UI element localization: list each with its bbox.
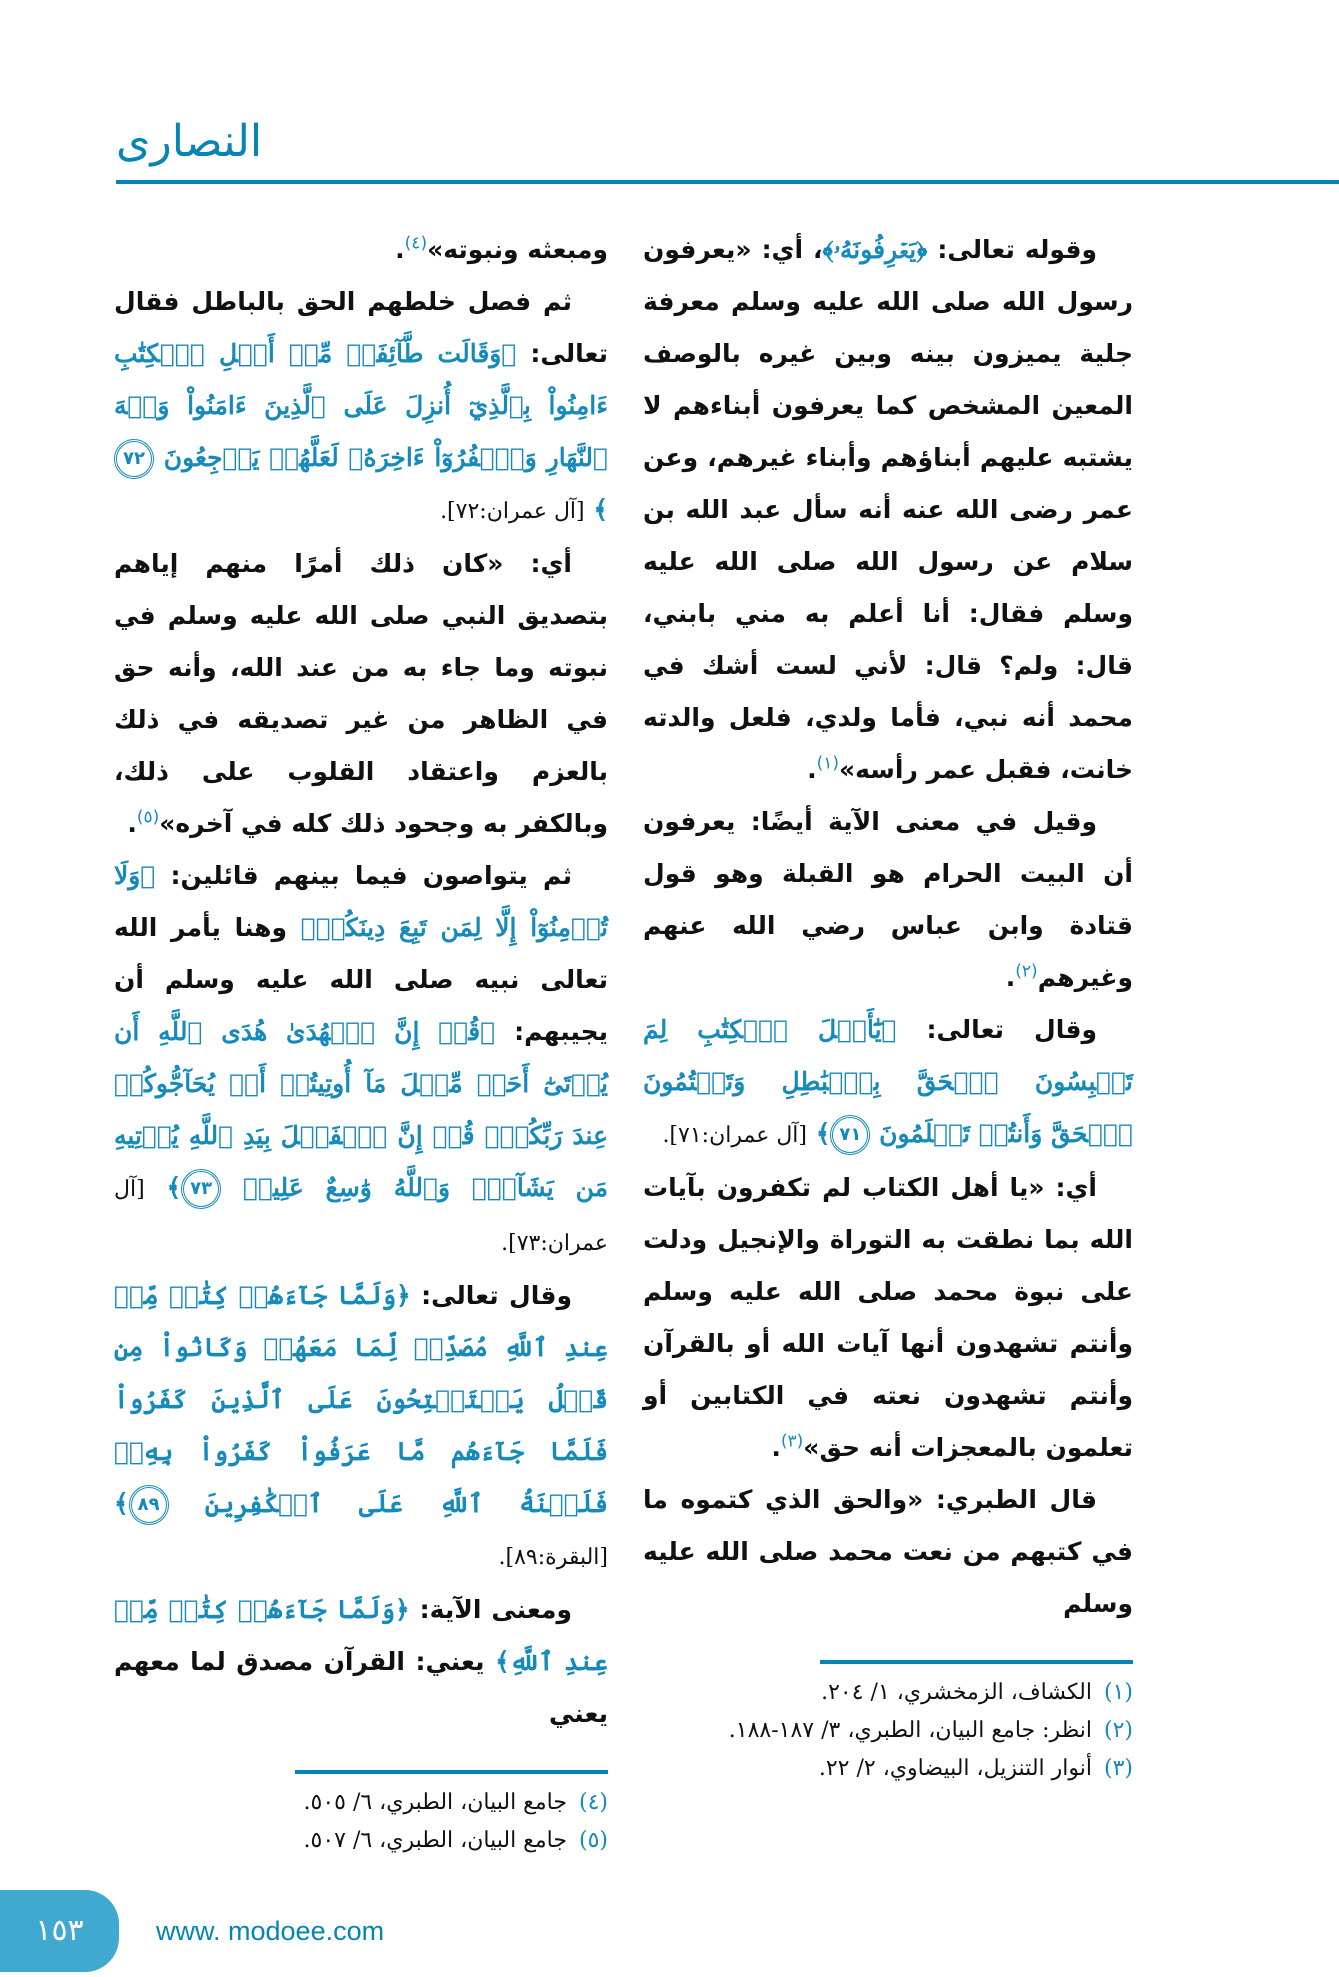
text: . [127, 809, 137, 838]
paragraph [643, 796, 1133, 1004]
text: ثم يتواصون فيما بينهم قائلين: [155, 861, 572, 890]
footnote [114, 1822, 608, 1860]
page-number-badge: ١٥٣ [0, 1890, 119, 1972]
page-title: النصارى [116, 116, 263, 167]
quran-bracket: ﴾ [815, 1119, 831, 1148]
ayah-number-icon: ٧٢ [114, 439, 154, 479]
footnote-number: (٥) [578, 1828, 608, 1853]
footnote-number: (٤) [578, 1790, 608, 1815]
quran-bracket: ﴾ [114, 1489, 129, 1518]
right-column-text [643, 224, 1133, 1630]
text: ومعنى الآية: [409, 1595, 572, 1624]
columns [0, 184, 1339, 1860]
website-link[interactable]: www. modoee.com [156, 1915, 385, 1946]
text: ثم فصل خلطهم الحق بالباطل فقال تعالى: [114, 287, 608, 368]
text: . [1005, 963, 1016, 992]
paragraph [114, 1270, 608, 1584]
paragraph [114, 850, 608, 1270]
paragraph [114, 224, 608, 276]
text: أي: «يا أهل الكتاب لم تكفرون بآيات الله بما نطقت به التوراة والإنجيل ودلت على نبوة محمد صلى الله عليه وسلم وأنتم تشهدون أنها آيات الله أو بالقرآن وأنتم تشهدون نعته في الكتابين أو تعلمون بالمعجزات أنه حق» [643, 1173, 1133, 1462]
quran-verse: ﴿قُلۡ إِنَّ ٱلۡهُدَىٰ هُدَى ٱللَّهِ أَن يُؤۡتَىٰٓ أَحَدٞ مِّثۡلَ مَآ أُوتِيتُمۡ أَوۡ يُحَآجُّوكُمۡ عِندَ رَبِّكُمۡۗ قُلۡ إِنَّ ٱلۡفَضۡلَ بِيَدِ ٱللَّهِ يُؤۡتِيهِ مَن يَشَآءُۗ وَٱللَّهُ وَٰسِعٌ عَلِيمٞ [114, 1017, 608, 1202]
footnote-number: (٣) [1103, 1756, 1133, 1781]
quran-verse: ﴿وَلَمَّا جَآءَهُمۡ كِتَٰبٞ مِّنۡ عِندِ ٱللَّهِ﴾ [114, 1595, 608, 1676]
footnote-ref[interactable]: (٥) [136, 807, 160, 828]
ayah-number-icon: ٧٣ [181, 1169, 221, 1209]
paragraph [643, 1474, 1133, 1630]
verse-reference: [آل عمران:٧٣]. [114, 1177, 608, 1256]
footnote [643, 1712, 1133, 1750]
footnote-text: جامع البيان، الطبري، ٦/ ٥٠٥. [303, 1790, 567, 1815]
ayah-number-icon: ٧١ [830, 1115, 870, 1155]
text: وقال تعالى: [410, 1281, 572, 1310]
footnote-text: أنوار التنزيل، البيضاوي، ٢/ ٢٢. [818, 1756, 1092, 1781]
footnote-rule-right [820, 1660, 1133, 1664]
verse-reference: [البقرة:٨٩]. [498, 1545, 608, 1570]
footnote-number: (٢) [1103, 1718, 1133, 1743]
footnotes-right [643, 1674, 1133, 1788]
footer [0, 1890, 1339, 1977]
paragraph [643, 224, 1133, 796]
quran-bracket: ﴾ [166, 1173, 182, 1202]
text: . [395, 235, 405, 264]
footnote-ref[interactable]: (٤) [404, 233, 428, 254]
text: ومبعثه ونبوته» [427, 235, 608, 264]
footnote-ref[interactable]: (٢) [1015, 961, 1038, 982]
paragraph [114, 276, 608, 538]
paragraph [643, 1004, 1133, 1162]
paragraph [114, 1584, 608, 1740]
text: وقال تعالى: [896, 1015, 1097, 1044]
footnote-rule-left [295, 1770, 608, 1774]
quran-verse: ﴿وَقَالَت طَّآئِفَةٞ مِّنۡ أَهۡلِ ٱلۡكِتَٰبِ ءَامِنُواْ بِٱلَّذِيٓ أُنزِلَ عَلَى ٱلَّذِينَ ءَامَنُواْ وَجۡهَ ٱلنَّهَارِ وَٱكۡفُرُوٓاْ ءَاخِرَهُۥ لَعَلَّهُمۡ يَرۡجِعُونَ [114, 339, 608, 472]
footnotes-left-block [114, 1770, 608, 1860]
footnote-number: (١) [1103, 1680, 1133, 1705]
text: وهنا يأمر الله تعالى نبيه صلى الله عليه وسلم أن يجيبهم: [114, 913, 609, 1046]
text: . [807, 755, 817, 784]
right-column [643, 224, 1133, 1788]
footnote [643, 1750, 1133, 1788]
text: أي: «كان ذلك أمرًا منهم إياهم بتصديق النبي صلى الله عليه وسلم في نبوته وما جاء به من عند الله، وأنه حق في الظاهر من غير تصديقه في ذلك بالعزم واعتقاد القلوب على ذلك، وبالكفر به وجحود ذلك كله في آخره» [114, 549, 608, 838]
footnote [114, 1784, 608, 1822]
paragraph [643, 1162, 1133, 1474]
footnote-text: الكشاف، الزمخشري، ١/ ٢٠٤. [821, 1680, 1092, 1705]
quran-verse: ﴿وَلَا تُؤۡمِنُوٓاْ إِلَّا لِمَن تَبِعَ دِينَكُمۡ﴾ [114, 861, 608, 942]
footnote-ref[interactable]: (٣) [780, 1431, 804, 1452]
footnote-text: انظر: جامع البيان، الطبري، ٣/ ١٨٧-١٨٨. [728, 1718, 1092, 1743]
text: . [771, 1433, 781, 1462]
header [0, 0, 1339, 180]
text: قال الطبري: «والحق الذي كتموه ما في كتبهم من نعت محمد صلى الله عليه وسلم [643, 1485, 1133, 1618]
paragraph [114, 538, 608, 850]
footnotes-left [114, 1784, 608, 1860]
left-column [114, 224, 608, 1860]
footnote [643, 1674, 1133, 1712]
ayah-number-icon: ٨٩ [129, 1485, 169, 1525]
footnotes-right-block [643, 1660, 1133, 1788]
quran-bracket: ﴾ [593, 495, 608, 524]
footnote-ref[interactable]: (١) [816, 753, 839, 774]
text: وقيل في معنى الآية أيضًا: يعرفون أن البيت الحرام هو القبلة وهو قول قتادة وابن عباس رضي الله عنهم وغيرهم [643, 807, 1133, 992]
verse-reference: [آل عمران:٧١]. [662, 1123, 807, 1148]
quran-verse: ﴿يَٰٓأَهۡلَ ٱلۡكِتَٰبِ لِمَ تَلۡبِسُونَ ٱلۡحَقَّ بِٱلۡبَٰطِلِ وَتَكۡتُمُونَ ٱلۡحَقَّ وَأَنتُمۡ تَعۡلَمُونَ [643, 1015, 1133, 1148]
text: ، أي: «يعرفون رسول الله صلى الله عليه وسلم معرفة جلية يميزون بينه وبين غيره بالوصف المعين المشخص كما يعرفون أبناءهم لا يشتبه عليهم أبناؤهم وأبناء غيرهم، وعن عمر رضى الله عنه أنه سأل عبد الله بن سلام عن رسول الله صلى الله عليه وسلم فقال: أنا أعلم به مني بابني، قال: ولم؟ قال: لأني لست أشك في محمد أنه نبي، فأما ولدي، فلعل والدته خانت، فقبل عمر رأسه» [643, 235, 1133, 784]
text: يعني: القرآن مصدق لما معهم يعني [114, 1647, 608, 1728]
text: وقوله تعالى: [927, 235, 1098, 264]
quran-verse: ﴿يَعۡرِفُونَهُۥ﴾ [822, 235, 928, 264]
verse-reference: [آل عمران:٧٢]. [440, 499, 585, 524]
left-column-text [114, 224, 608, 1740]
footnote-text: جامع البيان، الطبري، ٦/ ٥٠٧. [303, 1828, 567, 1853]
quran-verse: ﴿وَلَمَّا جَآءَهُمۡ كِتَٰبٞ مِّنۡ عِندِ ٱللَّهِ مُصَدِّقٞ لِّمَا مَعَهُمۡ وَكَانُواْ مِن قَبۡلُ يَسۡتَفۡتِحُونَ عَلَى ٱلَّذِينَ كَفَرُواْ فَلَمَّا جَآءَهُم مَّا عَرَفُواْ كَفَرُواْ بِهِۦۚ فَلَعۡنَةُ ٱللَّهِ عَلَى ٱلۡكَٰفِرِينَ [114, 1281, 608, 1518]
